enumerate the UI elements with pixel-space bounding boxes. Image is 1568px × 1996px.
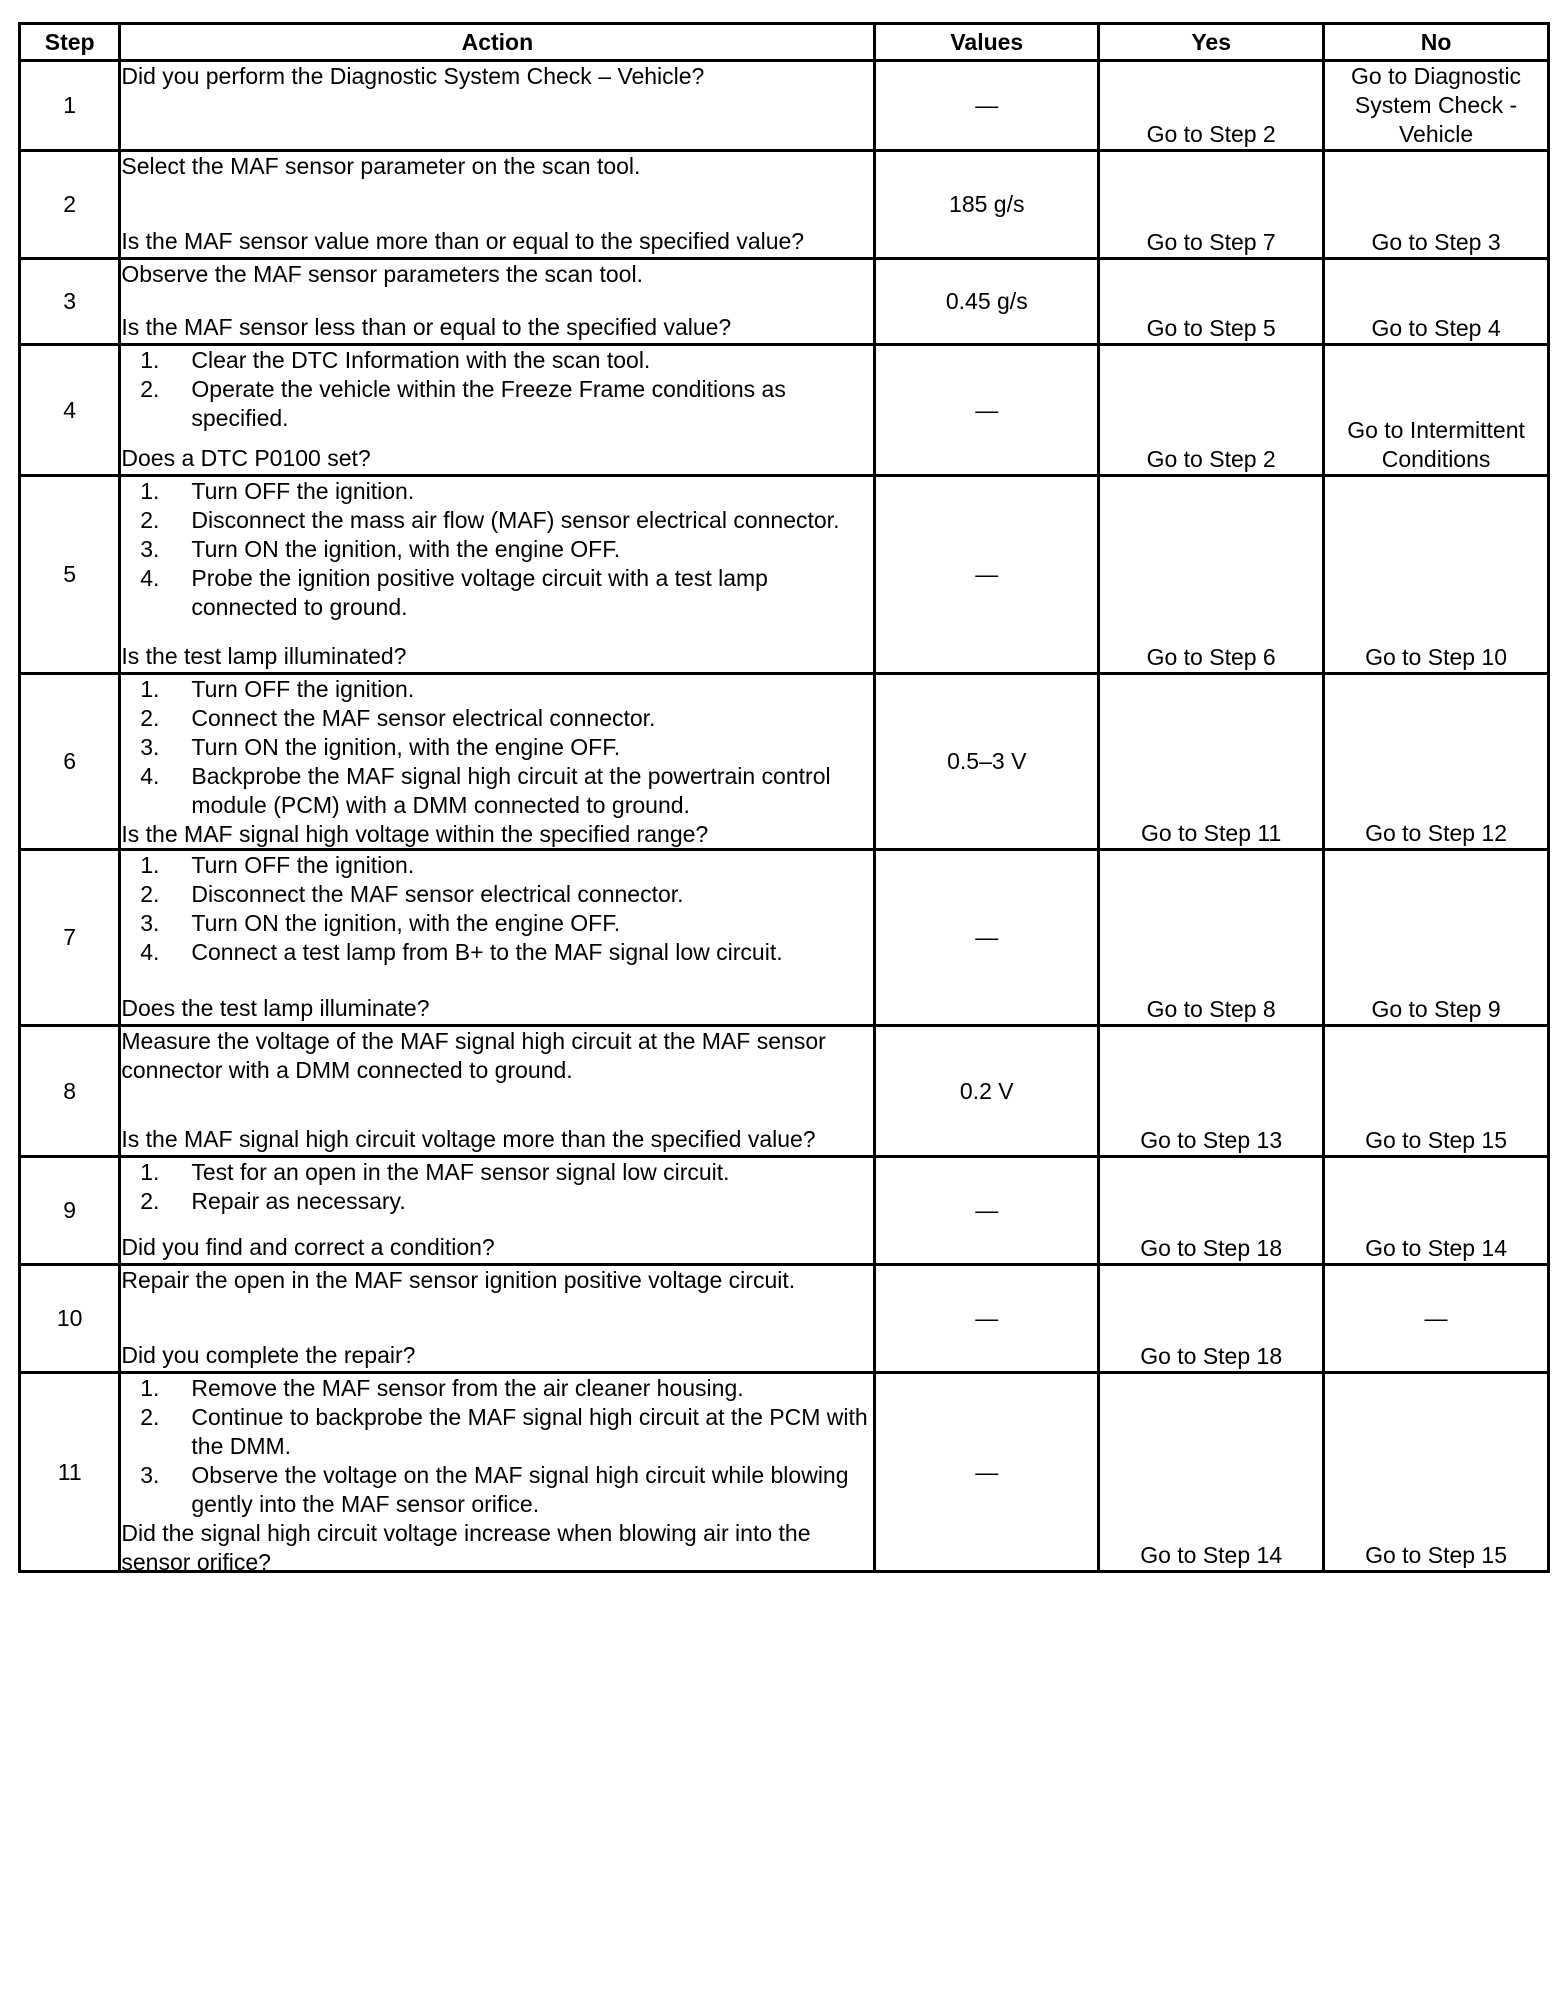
yes-cell: Go to Step 2 [1099,345,1324,476]
procedure-text: Repair as necessary. [191,1188,406,1214]
procedure-text: Turn OFF the ignition. [191,852,415,878]
step-number: 10 [20,1265,120,1373]
procedure-text: Turn ON the ignition, with the engine OFF. [191,734,621,760]
action-question: Did you complete the repair? [121,1342,416,1368]
table-row [20,674,1549,850]
procedure-text: Clear the DTC Information with the scan tool. [191,347,651,373]
table-row [20,1265,1549,1373]
step-number: 2 [20,151,120,259]
table-row [20,259,1549,345]
procedure-number: 3. [140,536,160,562]
no-cell: Go to Step 15 [1324,1373,1549,1572]
procedure-list [121,1374,873,1519]
procedure-number: 2. [140,376,160,402]
step-number: 11 [20,1373,120,1572]
action-question: Is the MAF signal high voltage within the specified range? [121,821,709,847]
yes-cell: Go to Step 8 [1099,850,1324,1026]
table-row [20,476,1549,674]
procedure-item [121,564,873,622]
no-cell: Go to Diagnostic System Check - Vehicle [1324,61,1549,151]
step-number: 9 [20,1157,120,1265]
action-question: Does a DTC P0100 set? [121,445,371,471]
procedure-text: Observe the voltage on the MAF signal high circuit while blowing gently into the MAF sensor orifice. [191,1462,849,1517]
action-question: Did the signal high circuit voltage increase when blowing air into the sensor orifice? [121,1520,811,1575]
no-cell: Go to Step 3 [1324,151,1549,259]
procedure-text: Turn OFF the ignition. [191,478,415,504]
procedure-item [121,675,873,704]
action-question: Is the MAF sensor value more than or equal to the specified value? [121,228,805,254]
no-cell: Go to Step 9 [1324,850,1549,1026]
procedure-text: Turn ON the ignition, with the engine OFF. [191,910,621,936]
yes-cell: Go to Step 11 [1099,674,1324,850]
procedure-text: Test for an open in the MAF sensor signal low circuit. [191,1159,730,1185]
table-row [20,1157,1549,1265]
action-cell [120,476,875,674]
procedure-list [121,851,873,967]
procedure-text: Continue to backprobe the MAF signal high circuit at the PCM with the DMM. [191,1404,868,1459]
action-cell [120,850,875,1026]
action-instruction: Select the MAF sensor parameter on the scan tool. [121,153,641,179]
no-cell: — [1324,1265,1549,1373]
step-number: 3 [20,259,120,345]
action-cell [120,1026,875,1157]
no-cell: Go to Intermittent Conditions [1324,345,1549,476]
procedure-number: 4. [140,763,160,789]
header-step: Step [20,24,120,61]
no-cell: Go to Step 15 [1324,1026,1549,1157]
action-question: Is the MAF signal high circuit voltage more than the specified value? [121,1126,816,1152]
table-row [20,151,1549,259]
header-action: Action [120,24,875,61]
table-row [20,850,1549,1026]
procedure-number: 2. [140,507,160,533]
procedure-number: 1. [140,852,160,878]
procedure-number: 1. [140,1159,160,1185]
action-cell [120,1265,875,1373]
action-cell [120,674,875,850]
procedure-number: 1. [140,1375,160,1401]
procedure-number: 2. [140,1404,160,1430]
procedure-list [121,477,873,622]
procedure-item [121,762,873,820]
procedure-text: Disconnect the MAF sensor electrical connector. [191,881,684,907]
procedure-number: 3. [140,734,160,760]
values-cell: — [875,476,1099,674]
action-instruction: Did you perform the Diagnostic System Check – Vehicle? [121,63,705,89]
yes-cell: Go to Step 2 [1099,61,1324,151]
procedure-text: Probe the ignition positive voltage circuit with a test lamp connected to ground. [191,565,768,620]
values-cell: — [875,61,1099,151]
action-question: Is the MAF sensor less than or equal to the specified value? [121,314,732,340]
procedure-item [121,733,873,762]
procedure-number: 1. [140,478,160,504]
step-number: 1 [20,61,120,151]
procedure-text: Connect the MAF sensor electrical connector. [191,705,656,731]
procedure-item [121,851,873,880]
no-cell: Go to Step 14 [1324,1157,1549,1265]
table-row [20,61,1549,151]
procedure-list [121,1158,873,1216]
values-cell: — [875,1157,1099,1265]
step-number: 8 [20,1026,120,1157]
procedure-list [121,675,873,820]
procedure-number: 1. [140,676,160,702]
values-cell: 0.45 g/s [875,259,1099,345]
procedure-text: Remove the MAF sensor from the air cleaner housing. [191,1375,744,1401]
yes-cell: Go to Step 18 [1099,1265,1324,1373]
values-cell: — [875,850,1099,1026]
yes-cell: Go to Step 5 [1099,259,1324,345]
header-values: Values [875,24,1099,61]
procedure-item [121,1461,873,1519]
yes-cell: Go to Step 18 [1099,1157,1324,1265]
action-cell [120,61,875,151]
values-cell: — [875,345,1099,476]
step-number: 6 [20,674,120,850]
table-row [20,345,1549,476]
procedure-item [121,506,873,535]
procedure-text: Operate the vehicle within the Freeze Frame conditions as specified. [191,376,786,431]
procedure-list [121,346,873,433]
header-row [20,24,1549,61]
procedure-number: 1. [140,347,160,373]
action-cell [120,1157,875,1265]
procedure-item [121,1158,873,1187]
action-instruction: Measure the voltage of the MAF signal high circuit at the MAF sensor connector with a DMM connected to ground. [121,1028,826,1083]
procedure-number: 2. [140,1188,160,1214]
procedure-item [121,1403,873,1461]
procedure-text: Backprobe the MAF signal high circuit at the powertrain control module (PCM) with a DMM connected to ground. [191,763,831,818]
yes-cell: Go to Step 13 [1099,1026,1324,1157]
procedure-item [121,704,873,733]
procedure-number: 2. [140,881,160,907]
procedure-number: 4. [140,565,160,591]
yes-cell: Go to Step 7 [1099,151,1324,259]
table-row [20,1026,1549,1157]
procedure-text: Turn ON the ignition, with the engine OFF. [191,536,621,562]
action-question: Is the test lamp illuminated? [121,643,407,669]
step-number: 7 [20,850,120,1026]
header-yes: Yes [1099,24,1324,61]
no-cell: Go to Step 12 [1324,674,1549,850]
procedure-item [121,346,873,375]
yes-cell: Go to Step 6 [1099,476,1324,674]
values-cell: — [875,1373,1099,1572]
procedure-text: Connect a test lamp from B+ to the MAF signal low circuit. [191,939,783,965]
action-instruction: Observe the MAF sensor parameters the scan tool. [121,261,643,287]
procedure-item [121,535,873,564]
no-cell: Go to Step 10 [1324,476,1549,674]
procedure-number: 3. [140,1462,160,1488]
procedure-item [121,909,873,938]
procedure-item [121,1187,873,1216]
procedure-item [121,880,873,909]
step-number: 4 [20,345,120,476]
action-question: Does the test lamp illuminate? [121,995,430,1021]
values-cell: — [875,1265,1099,1373]
step-number: 5 [20,476,120,674]
action-cell [120,259,875,345]
procedure-item [121,375,873,433]
procedure-number: 4. [140,939,160,965]
no-cell: Go to Step 4 [1324,259,1549,345]
procedure-number: 2. [140,705,160,731]
action-cell [120,1373,875,1575]
action-cell [120,345,875,476]
action-question: Did you find and correct a condition? [121,1234,495,1260]
action-instruction: Repair the open in the MAF sensor ignition positive voltage circuit. [121,1267,796,1293]
procedure-text: Disconnect the mass air flow (MAF) sensor electrical connector. [191,507,840,533]
yes-cell: Go to Step 14 [1099,1373,1324,1572]
procedure-item [121,938,873,967]
values-cell: 185 g/s [875,151,1099,259]
procedure-item [121,477,873,506]
values-cell: 0.5–3 V [875,674,1099,850]
procedure-number: 3. [140,910,160,936]
procedure-text: Turn OFF the ignition. [191,676,415,702]
header-no: No [1324,24,1549,61]
values-cell: 0.2 V [875,1026,1099,1157]
procedure-item [121,1374,873,1403]
table-row [20,1373,1549,1572]
action-cell [120,151,875,259]
diagnostic-table [18,22,1550,1573]
